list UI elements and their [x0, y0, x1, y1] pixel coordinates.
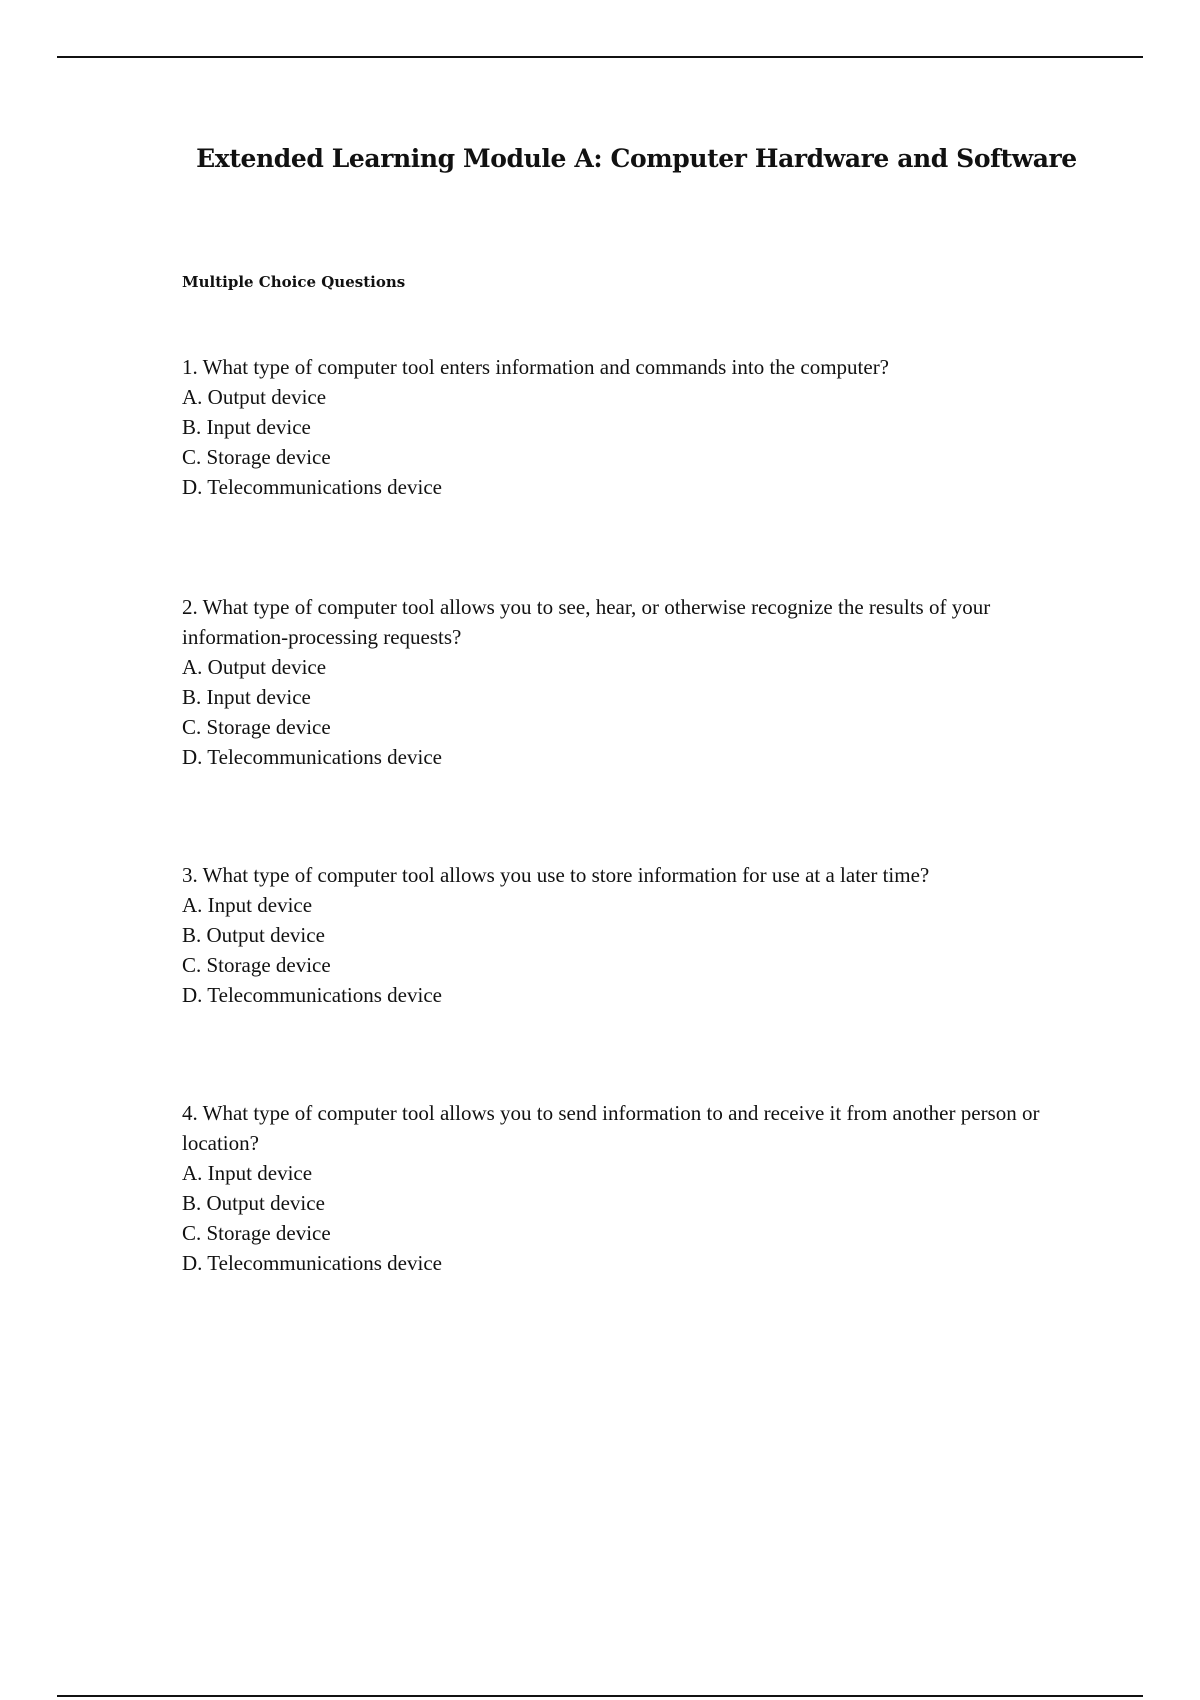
answer-option: B. Output device [182, 1191, 325, 1215]
top-rule [57, 56, 1143, 58]
answer-option: C. Storage device [182, 445, 331, 469]
question-text: 4. What type of computer tool allows you to send information to and receive it from another person or location? [182, 1101, 1040, 1155]
question-block [182, 352, 1062, 502]
section-heading: Multiple Choice Questions [182, 273, 406, 291]
bottom-rule [57, 1695, 1143, 1697]
answer-option: D. Telecommunications device [182, 745, 442, 769]
answer-option: B. Input device [182, 415, 311, 439]
answer-option: A. Output device [182, 655, 327, 679]
question-block [182, 592, 1062, 772]
answer-option: C. Storage device [182, 715, 331, 739]
question-block [182, 860, 1062, 1010]
question-block [182, 1098, 1062, 1278]
answer-option: A. Input device [182, 893, 313, 917]
question-text: 2. What type of computer tool allows you to see, hear, or otherwise recognize the results of your information-processing requests? [182, 595, 991, 649]
answer-option: D. Telecommunications device [182, 983, 442, 1007]
answer-option: C. Storage device [182, 953, 331, 977]
answer-option: A. Output device [182, 385, 327, 409]
question-text: 3. What type of computer tool allows you use to store information for use at a later time? [182, 863, 930, 887]
answer-option: B. Input device [182, 685, 311, 709]
answer-option: C. Storage device [182, 1221, 331, 1245]
answer-option: D. Telecommunications device [182, 475, 442, 499]
answer-option: D. Telecommunications device [182, 1251, 442, 1275]
question-text: 1. What type of computer tool enters information and commands into the computer? [182, 355, 890, 379]
answer-option: B. Output device [182, 923, 325, 947]
page-title: Extended Learning Module A: Computer Hardware and Software [196, 144, 1077, 173]
answer-option: A. Input device [182, 1161, 313, 1185]
